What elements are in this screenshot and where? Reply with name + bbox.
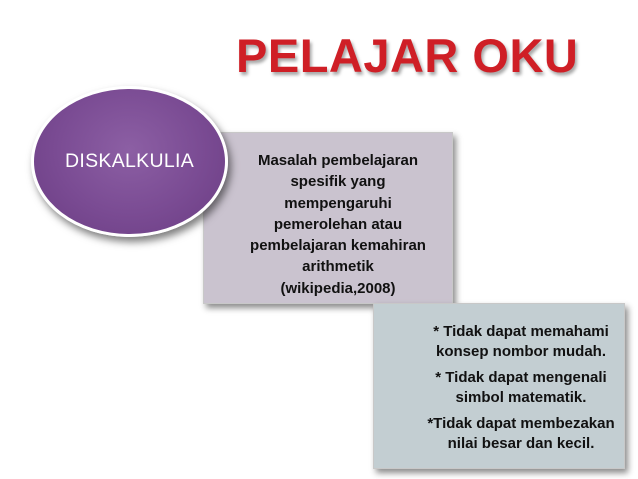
concept-circle	[31, 86, 228, 237]
definition-line: pemerolehan atau	[273, 215, 403, 233]
definition-line: spesifik yang	[290, 173, 386, 191]
slide-title: PELAJAR OKU	[236, 29, 579, 82]
definition-line: pembelajaran kemahiran	[250, 237, 426, 255]
symptoms-box	[373, 303, 625, 469]
definition-source: (wikipedia,2008)	[280, 279, 396, 297]
definition-box	[203, 132, 453, 304]
concept-label: DISKALKULIA	[64, 150, 195, 172]
definition-line: Masalah pembelajaran	[257, 152, 419, 169]
symptom-item: *Tidak dapat membezakan nilai besar dan kecil.	[427, 415, 615, 452]
definition-line: mempengaruhi	[284, 194, 392, 212]
symptom-item: * Tidak dapat memahami konsep nombor mudah.	[433, 323, 609, 360]
definition-line: arithmetik	[302, 258, 374, 276]
symptom-item: * Tidak dapat mengenali simbol matematik.	[435, 369, 607, 406]
